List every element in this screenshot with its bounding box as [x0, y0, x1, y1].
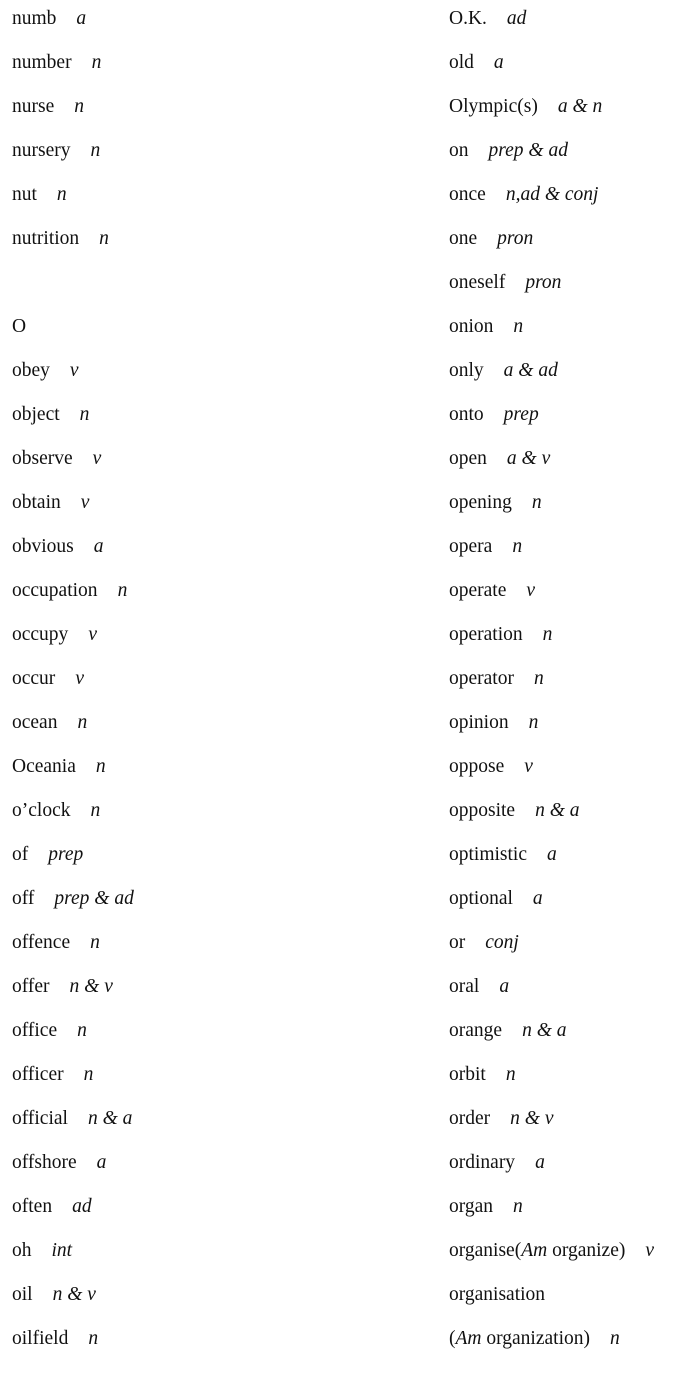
vocabulary-entry	[12, 879, 134, 923]
vocabulary-entry	[449, 263, 654, 307]
left-word-column	[12, 0, 134, 1363]
vocabulary-entry	[449, 439, 654, 483]
part-of-speech: a & n	[557, 96, 603, 117]
entry-word: offence	[12, 932, 71, 953]
vocabulary-entry	[12, 1011, 134, 1055]
entry-word: number	[12, 52, 72, 73]
vocabulary-entry	[12, 395, 134, 439]
vocabulary-entry	[449, 1011, 654, 1055]
entry-word: offer	[12, 976, 50, 997]
part-of-speech: n	[117, 580, 128, 601]
entry-word: officer	[12, 1064, 64, 1085]
part-of-speech: a	[96, 1152, 107, 1173]
entry-word: order	[449, 1108, 491, 1129]
vocabulary-entry	[449, 879, 654, 923]
part-of-speech: n	[513, 1196, 523, 1217]
part-of-speech: pron	[525, 272, 562, 293]
entry-word: O.K.	[449, 8, 487, 29]
part-of-speech: n	[513, 316, 524, 337]
vocabulary-entry	[449, 615, 654, 659]
entry-word: ocean	[12, 712, 58, 733]
part-of-speech: a	[499, 976, 510, 997]
vocabulary-entry	[449, 747, 654, 791]
vocabulary-entry	[449, 1055, 654, 1099]
part-of-speech: n	[91, 52, 102, 73]
american-label: Am	[455, 1328, 482, 1349]
american-label: Am	[521, 1240, 548, 1261]
vocabulary-entry	[12, 703, 134, 747]
vocabulary-entry	[449, 835, 654, 879]
vocabulary-entry	[449, 527, 654, 571]
entry-word: occupation	[12, 580, 98, 601]
part-of-speech: pron	[497, 228, 534, 249]
vocabulary-entry	[12, 263, 134, 307]
part-of-speech: n	[90, 140, 101, 161]
part-of-speech: n	[56, 184, 67, 205]
vocabulary-entry	[449, 219, 654, 263]
vocabulary-entry	[12, 747, 134, 791]
entry-word: organ	[449, 1196, 494, 1217]
part-of-speech: n	[77, 1020, 87, 1041]
part-of-speech: n	[533, 668, 544, 689]
entry-word: onion	[449, 316, 494, 337]
entry-word: (Am organization)	[449, 1328, 590, 1349]
entry-word: once	[449, 184, 486, 205]
entry-word: obtain	[12, 492, 61, 513]
entry-word: occur	[12, 668, 56, 689]
entry-word: occupy	[12, 624, 69, 645]
part-of-speech: a & ad	[503, 360, 558, 381]
part-of-speech: a	[547, 844, 557, 865]
part-of-speech: v	[92, 448, 102, 469]
vocabulary-entry	[449, 395, 654, 439]
part-of-speech: a & v	[506, 448, 551, 469]
part-of-speech: v	[645, 1240, 655, 1261]
part-of-speech: v	[80, 492, 90, 513]
vocabulary-entry	[12, 351, 134, 395]
part-of-speech: v	[88, 624, 97, 645]
vocabulary-entry	[449, 571, 654, 615]
entry-word: nursery	[12, 140, 71, 161]
entry-word: operation	[449, 624, 523, 645]
vocabulary-entry	[12, 175, 134, 219]
entry-word: oil	[12, 1284, 33, 1305]
part-of-speech: n	[74, 96, 84, 117]
entry-word: onto	[449, 404, 484, 425]
entry-word: orange	[449, 1020, 503, 1041]
right-word-column	[449, 0, 654, 1363]
entry-word: numb	[12, 8, 57, 29]
part-of-speech: v	[526, 580, 536, 601]
vocabulary-entry	[12, 1275, 134, 1319]
entry-word: opening	[449, 492, 512, 513]
entry-word: ordinary	[449, 1152, 516, 1173]
entry-word: Olympic(s)	[449, 96, 538, 117]
vocabulary-entry	[449, 1187, 654, 1231]
entry-word: nut	[12, 184, 37, 205]
vocabulary-entry	[449, 351, 654, 395]
entry-word: organise(Am organize)	[449, 1240, 626, 1261]
vocabulary-entry	[449, 175, 654, 219]
part-of-speech: v	[524, 756, 533, 777]
vocabulary-entry	[449, 1143, 654, 1187]
vocabulary-entry	[449, 659, 654, 703]
entry-word: obey	[12, 360, 50, 381]
vocabulary-entry	[12, 527, 134, 571]
part-of-speech: n & v	[510, 1108, 554, 1129]
part-of-speech: n	[88, 1328, 99, 1349]
part-of-speech: n	[505, 1064, 516, 1085]
part-of-speech: int	[51, 1240, 73, 1261]
vocabulary-entry	[12, 791, 134, 835]
entry-word: one	[449, 228, 478, 249]
vocabulary-entry	[12, 571, 134, 615]
part-of-speech: prep	[503, 404, 539, 425]
part-of-speech: v	[69, 360, 79, 381]
part-of-speech: a	[76, 8, 87, 29]
entry-word: operate	[449, 580, 507, 601]
entry-word: obvious	[12, 536, 74, 557]
part-of-speech: n & v	[52, 1284, 96, 1305]
vocabulary-entry	[12, 1319, 134, 1363]
vocabulary-entry	[449, 1275, 654, 1319]
vocabulary-entry	[12, 483, 134, 527]
entry-word: oppose	[449, 756, 505, 777]
vocabulary-entry	[449, 87, 654, 131]
part-of-speech: ad	[72, 1196, 92, 1217]
part-of-speech: n & a	[522, 1020, 567, 1041]
entry-word: operator	[449, 668, 514, 689]
part-of-speech: prep & ad	[488, 140, 568, 161]
part-of-speech: n	[542, 624, 553, 645]
entry-word: oneself	[449, 272, 506, 293]
entry-word: old	[449, 52, 474, 73]
part-of-speech: a	[532, 888, 543, 909]
entry-word: offshore	[12, 1152, 77, 1173]
part-of-speech: n	[79, 404, 90, 425]
part-of-speech: conj	[485, 932, 519, 953]
entry-word: official	[12, 1108, 68, 1129]
vocabulary-entry	[12, 307, 134, 351]
part-of-speech: n	[83, 1064, 94, 1085]
vocabulary-entry	[449, 1099, 654, 1143]
entry-word: optional	[449, 888, 513, 909]
entry-word: object	[12, 404, 60, 425]
vocabulary-entry	[449, 967, 654, 1011]
entry-word: often	[12, 1196, 53, 1217]
entry-word: open	[449, 448, 487, 469]
entry-word: oh	[12, 1240, 32, 1261]
vocabulary-entry	[12, 659, 134, 703]
part-of-speech: n	[531, 492, 542, 513]
vocabulary-entry	[12, 1187, 134, 1231]
part-of-speech: v	[75, 668, 84, 689]
entry-word: nutrition	[12, 228, 80, 249]
vocabulary-entry	[449, 483, 654, 527]
part-of-speech: n & a	[87, 1108, 133, 1129]
vocabulary-entry	[449, 0, 654, 43]
vocabulary-entry	[12, 43, 134, 87]
part-of-speech: n	[99, 228, 109, 249]
vocabulary-entry	[449, 791, 654, 835]
entry-word: only	[449, 360, 484, 381]
part-of-speech: n	[512, 536, 523, 557]
vocabulary-entry	[12, 1055, 134, 1099]
vocabulary-entry	[12, 835, 134, 879]
part-of-speech: n	[609, 1328, 620, 1349]
vocabulary-entry	[12, 923, 134, 967]
vocabulary-entry	[449, 43, 654, 87]
part-of-speech: n	[90, 932, 100, 953]
vocabulary-entry	[449, 923, 654, 967]
vocabulary-entry	[12, 967, 134, 1011]
entry-word: nurse	[12, 96, 55, 117]
entry-word: of	[12, 844, 29, 865]
entry-word: O	[12, 316, 27, 337]
part-of-speech: a	[493, 52, 504, 73]
vocabulary-entry	[12, 615, 134, 659]
part-of-speech: a	[93, 536, 104, 557]
part-of-speech: n	[95, 756, 106, 777]
entry-word: on	[449, 140, 469, 161]
entry-word: oral	[449, 976, 480, 997]
vocabulary-entry	[12, 1231, 134, 1275]
vocabulary-entry	[12, 219, 134, 263]
vocabulary-entry	[449, 703, 654, 747]
entry-word: organisation	[449, 1284, 546, 1305]
vocabulary-entry	[449, 1319, 654, 1363]
entry-word: off	[12, 888, 35, 909]
entry-word: orbit	[449, 1064, 486, 1085]
entry-word: or	[449, 932, 466, 953]
part-of-speech: n	[77, 712, 88, 733]
part-of-speech: n,ad & conj	[505, 184, 599, 205]
entry-word: opinion	[449, 712, 509, 733]
part-of-speech: n & v	[69, 976, 113, 997]
entry-word: office	[12, 1020, 58, 1041]
entry-word: oilfield	[12, 1328, 69, 1349]
vocabulary-entry	[12, 131, 134, 175]
vocabulary-entry	[12, 1099, 134, 1143]
part-of-speech: prep & ad	[54, 888, 134, 909]
entry-word: Oceania	[12, 756, 76, 777]
vocabulary-entry	[449, 307, 654, 351]
vocabulary-entry	[449, 1231, 654, 1275]
entry-word: opposite	[449, 800, 516, 821]
vocabulary-entry	[12, 0, 134, 43]
entry-word: optimistic	[449, 844, 527, 865]
entry-word: o’clock	[12, 800, 71, 821]
part-of-speech: n	[528, 712, 539, 733]
vocabulary-entry	[12, 87, 134, 131]
vocabulary-entry	[12, 439, 134, 483]
part-of-speech: n & a	[535, 800, 580, 821]
part-of-speech: prep	[48, 844, 84, 865]
entry-word: opera	[449, 536, 493, 557]
part-of-speech: ad	[506, 8, 527, 29]
vocabulary-entry	[12, 1143, 134, 1187]
entry-word: observe	[12, 448, 73, 469]
part-of-speech: n	[90, 800, 101, 821]
part-of-speech: a	[535, 1152, 545, 1173]
vocabulary-entry	[449, 131, 654, 175]
